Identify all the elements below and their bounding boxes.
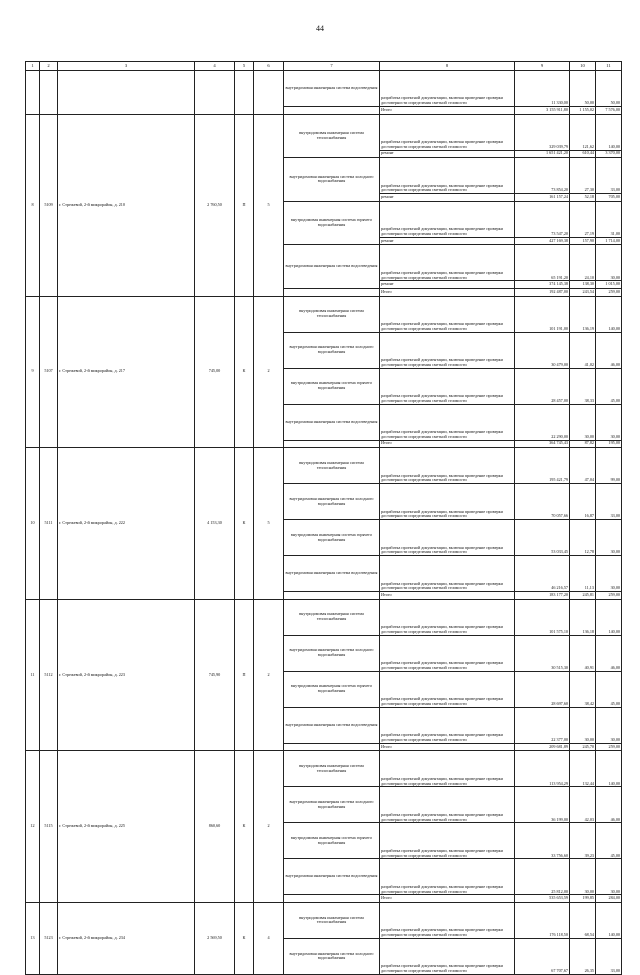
- work-row: [26, 296, 622, 332]
- building-code: 5123: [40, 902, 58, 974]
- total-label: Итого: [380, 743, 515, 751]
- unit-cost-value: 30,00: [570, 707, 596, 743]
- system-name: внутридомовая инженерная система холодного водоснабжения: [284, 938, 380, 974]
- floor-count: 4: [254, 902, 284, 974]
- col-header: 3: [58, 62, 195, 71]
- unit-cost-value: 52,18: [570, 194, 596, 202]
- col-header: 2: [40, 62, 58, 71]
- limit-value: 1 015,00: [596, 281, 622, 289]
- cost-value: 65 191,20: [515, 245, 570, 281]
- limit-value: 30,00: [596, 404, 622, 440]
- cost-value: 161 157,24: [515, 194, 570, 202]
- system-name: внутридомовая инженерная система холодного водоснабжения: [284, 158, 380, 202]
- floor-count: 5: [254, 114, 284, 296]
- unit-cost-value: 121,62: [570, 114, 596, 150]
- work-row: [26, 114, 622, 150]
- unit-cost-value: 12,78: [570, 520, 596, 556]
- limit-value: 30,00: [596, 520, 622, 556]
- cost-value: 33 756,60: [515, 823, 570, 859]
- limit-value: 50,00: [596, 71, 622, 107]
- limit-value: 30,00: [596, 707, 622, 743]
- col-header: 5: [235, 62, 254, 71]
- building-number: 10: [26, 448, 40, 600]
- unit-cost-value: 68,54: [570, 902, 596, 938]
- limit-value: 33,00: [596, 158, 622, 194]
- system-name: [284, 592, 380, 600]
- work-description: разработка проектной документации, включая проведение проверки достоверности определения сметной стоимости: [380, 556, 515, 592]
- total-label: Итого: [380, 895, 515, 903]
- system-name: внутридомовая инженерная система холодного водоснабжения: [284, 787, 380, 823]
- unit-cost-value: 50,00: [570, 71, 596, 107]
- work-description: разработка проектной документации, включая проведение проверки достоверности определения сметной стоимости: [380, 635, 515, 671]
- work-row: [26, 751, 622, 787]
- system-name: внутридомовая инженерная система водоотведения: [284, 859, 380, 895]
- work-description: разработка проектной документации, включая проведение проверки достоверности определения сметной стоимости: [380, 902, 515, 938]
- building-code: 5112: [40, 599, 58, 751]
- building-area: 4 153,30: [195, 448, 235, 600]
- carry-empty-cell: [58, 71, 195, 115]
- unit-cost-value: 38,42: [570, 671, 596, 707]
- carry-empty-cell: [26, 71, 40, 115]
- work-row: [26, 902, 622, 938]
- repair-label: ремонт: [380, 281, 515, 289]
- building-address: г. Стрежевой, 2-й микрорайон, д. 217: [58, 296, 195, 448]
- limit-value: 140,00: [596, 751, 622, 787]
- col-header: 7: [284, 62, 380, 71]
- cost-value: 70 057,66: [515, 484, 570, 520]
- building-address: г. Стрежевой, 2-й микрорайон, д. 234: [58, 902, 195, 974]
- total-cost: 183 177,20: [515, 592, 570, 600]
- cost-value: 30 479,00: [515, 332, 570, 368]
- system-name: внутридомовая инженерная система горячего водоснабжения: [284, 368, 380, 404]
- building-area: 2 569,50: [195, 902, 235, 974]
- system-name: внутридомовая инженерная система холодного водоснабжения: [284, 484, 380, 520]
- unit-cost-value: 24,10: [570, 245, 596, 281]
- building-area: 745,90: [195, 599, 235, 751]
- limit-value: 46,00: [596, 635, 622, 671]
- total-cost: 192 487,00: [515, 288, 570, 296]
- building-address: г. Стрежевой, 2-й микрорайон, д. 222: [58, 448, 195, 600]
- cost-value: 329 039,79: [515, 114, 570, 150]
- col-header: 1: [26, 62, 40, 71]
- unit-cost-value: 38,33: [570, 368, 596, 404]
- unit-cost-value: 42,03: [570, 787, 596, 823]
- unit-cost-value: 610,44: [570, 150, 596, 158]
- cost-value: 30 515,30: [515, 635, 570, 671]
- building-number: 12: [26, 751, 40, 903]
- total-label: Итого: [380, 288, 515, 296]
- work-description: разработка проектной документации, включая проведение проверки достоверности определения сметной стоимости: [380, 368, 515, 404]
- system-name: внутридомовая инженерная система горячего водоснабжения: [284, 201, 380, 245]
- unit-cost-value: 30,00: [570, 859, 596, 895]
- repair-label: ремонт: [380, 237, 515, 245]
- repair-label: ремонт: [380, 194, 515, 202]
- limit-value: 31,00: [596, 201, 622, 237]
- system-name: [284, 107, 380, 115]
- unit-cost-value: 132,44: [570, 751, 596, 787]
- cost-value: 46 216,57: [515, 556, 570, 592]
- wall-type: К: [235, 751, 254, 903]
- cost-value: 67 707,67: [515, 938, 570, 974]
- header-row: [26, 62, 622, 71]
- total-unit-cost: 1 155,02: [570, 107, 596, 115]
- limit-value: 140,00: [596, 296, 622, 332]
- cost-value: 101 191,00: [515, 296, 570, 332]
- unit-cost-value: 47,04: [570, 448, 596, 484]
- system-name: [284, 743, 380, 751]
- limit-value: 46,00: [596, 787, 622, 823]
- system-name: внутридомовая инженерная система холодного водоснабжения: [284, 332, 380, 368]
- limit-value: 705,00: [596, 194, 622, 202]
- floor-count: 2: [254, 296, 284, 448]
- carry-empty-cell: [40, 71, 58, 115]
- limit-value: 99,00: [596, 448, 622, 484]
- total-label: Итого: [380, 592, 515, 600]
- limit-value: 45,00: [596, 823, 622, 859]
- system-name: внутридомовая инженерная система водоотведения: [284, 245, 380, 289]
- building-area: 2 760,50: [195, 114, 235, 296]
- cost-value: 73 854,20: [515, 158, 570, 194]
- system-name: внутридомовая инженерная система горячего водоснабжения: [284, 520, 380, 556]
- building-area: 860,60: [195, 751, 235, 903]
- system-name: внутридомовая инженерная система теплоснабжения: [284, 902, 380, 938]
- page-number: 44: [316, 24, 324, 33]
- limit-value: 30,00: [596, 556, 622, 592]
- work-description: разработка проектной документации, включая проведение проверки достоверности определения сметной стоимости: [380, 332, 515, 368]
- work-row: [26, 448, 622, 484]
- work-description: разработка проектной документации, включая проведение проверки достоверности определения сметной стоимости: [380, 296, 515, 332]
- work-description: разработка проектной документации, включая проведение проверки достоверности определения сметной стоимости: [380, 859, 515, 895]
- limit-value: 45,00: [596, 368, 622, 404]
- col-header: 6: [254, 62, 284, 71]
- cost-value: 25 812,00: [515, 859, 570, 895]
- system-name: внутридомовая инженерная система теплоснабжения: [284, 599, 380, 635]
- system-name: внутридомовая инженерная система теплоснабжения: [284, 114, 380, 158]
- work-description: разработка проектной документации, включая проведение проверки достоверности определения сметной стоимости: [380, 707, 515, 743]
- col-header: 10: [570, 62, 596, 71]
- cost-value: 427 169,38: [515, 237, 570, 245]
- cost-value: 36 199,00: [515, 787, 570, 823]
- limit-value: 3 370,00: [596, 150, 622, 158]
- floor-count: 2: [254, 751, 284, 903]
- total-unit-cost: 243,54: [570, 288, 596, 296]
- building-number: 13: [26, 902, 40, 974]
- work-description: разработка проектной документации, включая проведение проверки достоверности определения сметной стоимости: [380, 114, 515, 150]
- unit-cost-value: 138,30: [570, 281, 596, 289]
- total-limit: 259,00: [596, 288, 622, 296]
- floor-count: 5: [254, 448, 284, 600]
- total-cost: 209 681,89: [515, 743, 570, 751]
- work-description: разработка проектной документации, включая проведение проверки достоверности определения сметной стоимости: [380, 71, 515, 107]
- system-name: [284, 895, 380, 903]
- limit-value: 33,00: [596, 484, 622, 520]
- building-number: 9: [26, 296, 40, 448]
- cost-value: 28 457,00: [515, 368, 570, 404]
- work-description: разработка проектной документации, включая проведение проверки достоверности определения сметной стоимости: [380, 404, 515, 440]
- cost-value: 22 377,00: [515, 707, 570, 743]
- system-name: внутридомовая инженерная система теплоснабжения: [284, 751, 380, 787]
- unit-cost-value: 136,18: [570, 599, 596, 635]
- cost-value: 195 421,79: [515, 448, 570, 484]
- total-cost: 364 745,43: [515, 440, 570, 448]
- cost-value: 73 547,20: [515, 201, 570, 237]
- col-header: 4: [195, 62, 235, 71]
- work-description: разработка проектной документации, включая проведение проверки достоверности определения сметной стоимости: [380, 599, 515, 635]
- system-name: внутридомовая инженерная система водоотведения: [284, 404, 380, 440]
- work-description: разработка проектной документации, включая проведение проверки достоверности определения сметной стоимости: [380, 245, 515, 281]
- cost-value: 176 118,50: [515, 902, 570, 938]
- cost-value: 113 954,29: [515, 751, 570, 787]
- building-address: г. Стрежевой, 2-й микрорайон, д. 223: [58, 599, 195, 751]
- unit-cost-value: 157,90: [570, 237, 596, 245]
- work-description: разработка проектной документации, включая проведение проверки достоверности определения сметной стоимости: [380, 520, 515, 556]
- carry-empty-cell: [195, 71, 235, 115]
- building-code: 5109: [40, 114, 58, 296]
- unit-cost-value: 27,30: [570, 158, 596, 194]
- wall-type: К: [235, 296, 254, 448]
- limit-value: 140,00: [596, 599, 622, 635]
- system-name: [284, 288, 380, 296]
- unit-cost-value: 26,35: [570, 938, 596, 974]
- cost-value: 374 145,38: [515, 281, 570, 289]
- cost-value: 1 651 421,20: [515, 150, 570, 158]
- limit-value: 30,00: [596, 245, 622, 281]
- building-address: г. Стрежевой, 2-й микрорайон, д. 210: [58, 114, 195, 296]
- limit-value: 33,00: [596, 938, 622, 974]
- limit-value: 1 714,00: [596, 237, 622, 245]
- total-cost: 3 155 911,80: [515, 107, 570, 115]
- carry-empty-cell: [254, 71, 284, 115]
- total-label: Итого: [380, 440, 515, 448]
- work-description: разработка проектной документации, включая проведение проверки достоверности определения сметной стоимости: [380, 823, 515, 859]
- unit-cost-value: 41,02: [570, 332, 596, 368]
- limit-value: 46,00: [596, 332, 622, 368]
- system-name: внутридомовая инженерная система водоотведения: [284, 71, 380, 107]
- repair-label: ремонт: [380, 150, 515, 158]
- work-row: [26, 599, 622, 635]
- repair-register-table: [25, 61, 622, 975]
- wall-type: К: [235, 448, 254, 600]
- total-cost: 535 653,59: [515, 895, 570, 903]
- total-limit: 284,00: [596, 895, 622, 903]
- limit-value: 30,00: [596, 859, 622, 895]
- limit-value: 140,00: [596, 114, 622, 150]
- floor-count: 2: [254, 599, 284, 751]
- building-number: 11: [26, 599, 40, 751]
- unit-cost-value: 11,13: [570, 556, 596, 592]
- work-description: разработка проектной документации, включая проведение проверки достоверности определения сметной стоимости: [380, 787, 515, 823]
- work-description: разработка проектной документации, включая проведение проверки достоверности определения сметной стоимости: [380, 158, 515, 194]
- building-code: 5111: [40, 448, 58, 600]
- unit-cost-value: 136,19: [570, 296, 596, 332]
- work-description: разработка проектной документации, включая проведение проверки достоверности определения сметной стоимости: [380, 448, 515, 484]
- wall-type: К: [235, 902, 254, 974]
- limit-value: 45,00: [596, 671, 622, 707]
- total-label: Итого: [380, 107, 515, 115]
- system-name: внутридомовая инженерная система горячего водоснабжения: [284, 823, 380, 859]
- system-name: внутридомовая инженерная система теплоснабжения: [284, 296, 380, 332]
- total-limit: 195,00: [596, 440, 622, 448]
- cost-value: 22 290,00: [515, 404, 570, 440]
- col-header: 8: [380, 62, 515, 71]
- total-unit-cost: 199,85: [570, 895, 596, 903]
- building-number: 8: [26, 114, 40, 296]
- cost-value: 101 575,10: [515, 599, 570, 635]
- work-description: разработка проектной документации, включая проведение проверки достоверности определения сметной стоимости: [380, 484, 515, 520]
- building-area: 745,00: [195, 296, 235, 448]
- carry-empty-cell: [235, 71, 254, 115]
- work-description: разработка проектной документации, включая проведение проверки достоверности определения сметной стоимости: [380, 671, 515, 707]
- building-address: г. Стрежевой, 2-й микрорайон, д. 225: [58, 751, 195, 903]
- work-description: разработка проектной документации, включая проведение проверки достоверности определения сметной стоимости: [380, 201, 515, 237]
- unit-cost-value: 39,23: [570, 823, 596, 859]
- col-header: 11: [596, 62, 622, 71]
- work-description: разработка проектной документации, включая проведение проверки достоверности определения сметной стоимости: [380, 938, 515, 974]
- work-description: разработка проектной документации, включая проведение проверки достоверности определения сметной стоимости: [380, 751, 515, 787]
- system-name: внутридомовая инженерная система водоотведения: [284, 707, 380, 743]
- cost-value: 53 033,45: [515, 520, 570, 556]
- total-unit-cost: 245,70: [570, 743, 596, 751]
- unit-cost-value: 27,19: [570, 201, 596, 237]
- cost-value: 11 330,00: [515, 71, 570, 107]
- carry-over-row: [26, 71, 622, 107]
- unit-cost-value: 16,87: [570, 484, 596, 520]
- total-limit: 7 576,00: [596, 107, 622, 115]
- unit-cost-value: 30,00: [570, 404, 596, 440]
- total-limit: 259,00: [596, 592, 622, 600]
- total-unit-cost: 245,81: [570, 592, 596, 600]
- col-header: 9: [515, 62, 570, 71]
- system-name: внутридомовая инженерная система теплоснабжения: [284, 448, 380, 484]
- system-name: внутридомовая инженерная система холодного водоснабжения: [284, 635, 380, 671]
- wall-type: П: [235, 114, 254, 296]
- wall-type: П: [235, 599, 254, 751]
- unit-cost-value: 40,91: [570, 635, 596, 671]
- building-code: 5107: [40, 296, 58, 448]
- system-name: внутридомовая инженерная система горячего водоснабжения: [284, 671, 380, 707]
- total-unit-cost: 87,82: [570, 440, 596, 448]
- limit-value: 140,00: [596, 902, 622, 938]
- total-limit: 259,00: [596, 743, 622, 751]
- system-name: [284, 440, 380, 448]
- cost-value: 28 697,60: [515, 671, 570, 707]
- building-code: 5115: [40, 751, 58, 903]
- system-name: внутридомовая инженерная система водоотведения: [284, 556, 380, 592]
